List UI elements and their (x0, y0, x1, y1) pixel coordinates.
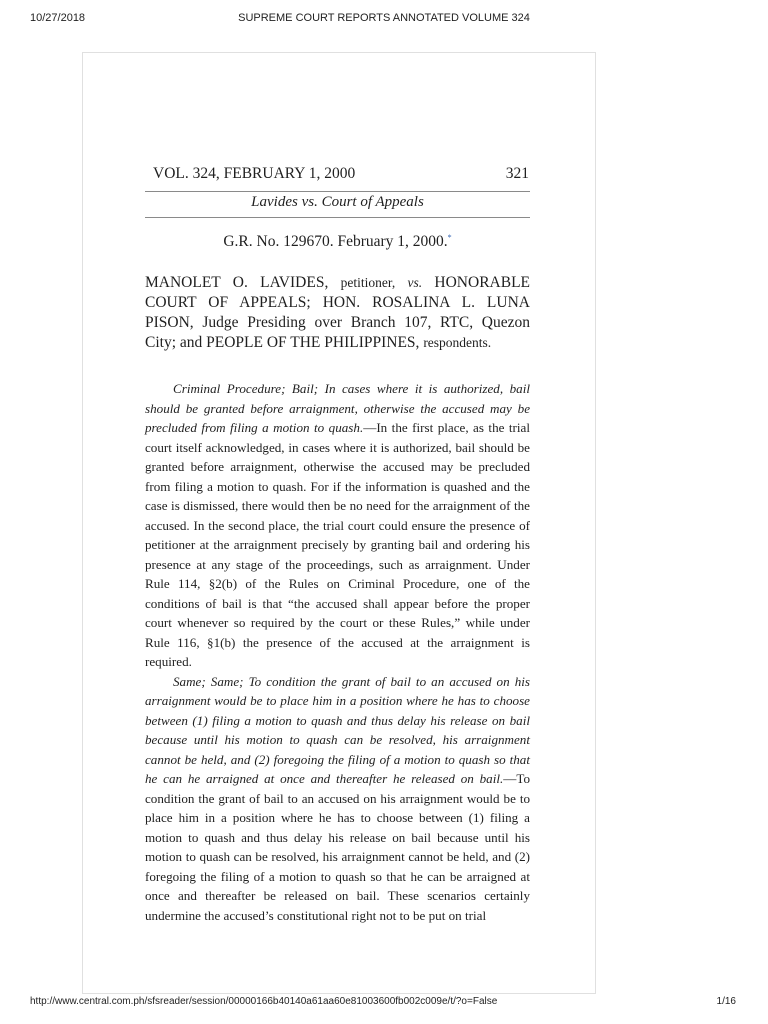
gr-number (145, 233, 530, 251)
syllabus-paragraph-2 (145, 672, 530, 926)
syllabus-paragraph-1 (145, 379, 530, 672)
respondents-role: respondents. (423, 335, 492, 350)
versus: vs. (407, 275, 423, 290)
print-header-title: SUPREME COURT REPORTS ANNOTATED VOLUME 324 (238, 12, 530, 24)
running-head (145, 165, 530, 192)
page-number: 321 (505, 165, 529, 182)
print-date: 10/27/2018 (30, 12, 86, 24)
petitioner-name: MANOLET O. LAVIDES, (145, 274, 329, 291)
petitioner-role: petitioner, (340, 275, 396, 290)
syllabus (145, 379, 530, 925)
respondents-names: HONORABLE COURT OF APPEALS; HON. ROSALINA L. LUNA PISON, (145, 274, 531, 331)
syllabus-2-text: —To condition the grant of bail to an accused on his arraignment would be to place him in a position where he has to choose between (1) filing a motion to quash and thus delay his release on bail because until his motion to quash can be resolved, his arraignment cannot be held, and (2) foregoing the filing of a motion to quash so that he can be arraigned at once and thereafter be released on bail. These scenarios certainly undermine the accused’s constitutional right not to be put on trial (145, 771, 530, 923)
case-title: Lavides vs. Court of Appeals (145, 191, 530, 218)
print-footer-page: 1/16 (716, 996, 736, 1007)
judge-description: Judge Presiding over Branch 107, RTC, Quezon City; and (145, 314, 531, 351)
syllabus-2-headnote: Same; Same; To condition the grant of bail to an accused on his arraignment would be to place him in a position where he has to choose between (1) filing a motion to quash and thus delay his release on bail because until his motion to quash can be resolved, his arraignment cannot be held, and (2) foregoing the filing of a motion to quash so that he can he arraigned at once and thereafter he released on bail. (145, 673, 530, 786)
footnote-link[interactable]: * (447, 233, 452, 242)
parties (145, 273, 530, 353)
syllabus-1-headnote: Criminal Procedure; Bail; In cases where it is authorized, bail should be granted before arraignment, otherwise the accused may be precluded from filing a motion to quash. (145, 381, 530, 435)
volume-date: VOL. 324, FEBRUARY 1, 2000 (153, 165, 356, 182)
gr-number-text: G.R. No. 129670. February 1, 2000. (223, 233, 448, 251)
syllabus-1-text: —In the first place, as the trial court itself acknowledged, in cases where it is authorized, bail should be granted before arraignment, otherwise the accused may be precluded from filing a motion to quash. For if the information is quashed and the case is dismissed, there would then be no need for the arraignment of the accused. In the second place, the trial court could ensure the presence of petitioner at the arraignment precisely by granting bail and ordering his presence at any stage of the proceedings, such as arraignment. Under Rule 114, §2(b) of the Rules on Criminal Procedure, one of the conditions of bail is that “the accused shall appear before the proper court whenever so required by the court or these Rules,” while under Rule 116, §1(b) the presence of the accused at the arraignment is required. (145, 420, 530, 669)
print-footer-url: http://www.central.com.ph/sfsreader/session/00000166b40140a61aa60e81003600fb002c009e/t/?o=False (30, 996, 498, 1007)
document-page (82, 52, 596, 994)
people: PEOPLE OF THE PHILIPPINES, (206, 334, 420, 351)
